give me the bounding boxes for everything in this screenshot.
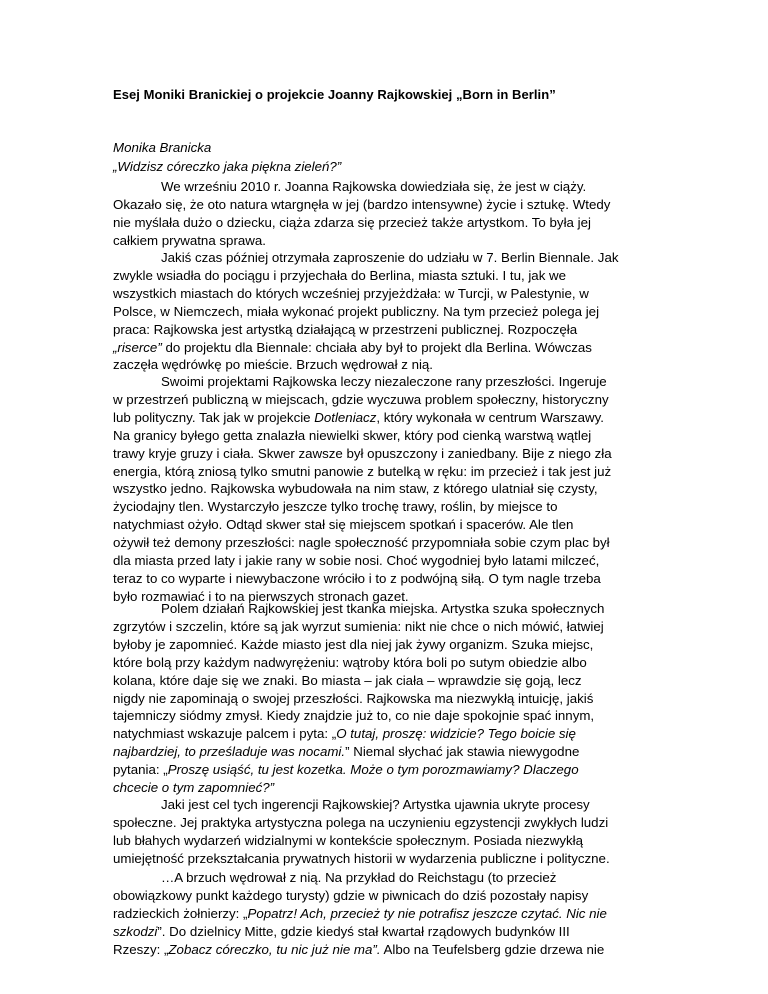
essay-subtitle: „Widzisz córeczko jaka piękna zieleń?” [113, 159, 342, 174]
italic-text: O tutaj, proszę: widzicie? Tego boicie się [336, 726, 576, 742]
paragraph-line: zaczęła wędrówkę po mieście. Brzuch wędrował z nią. [113, 357, 434, 373]
italic-text: szkodzi [113, 923, 158, 939]
paragraph-line: …A brzuch wędrował z nią. Na przykład do Reichstagu (to przecież [161, 870, 557, 885]
paragraph-line: natychmiast ożyło. Odtąd skwer stał się miejscem spotkań i spacerów. Ale tlen [113, 517, 574, 533]
paragraph-line: teraz to co wyparte i niewybaczone wróciło i to z podwójną siłą. O tym nagle trzeba [113, 570, 601, 586]
paragraph-line: radzieckich żołnierzy: „Popatrz! Ach, przecież ty nie potrafisz jeszcze czytać. Nic nie [113, 905, 607, 921]
document-title: Esej Moniki Branickiej o projekcie Joanny Rajkowskiej „Born in Berlin” [113, 87, 556, 102]
paragraph-line: społeczne. Jej praktyka artystyczna polega na uczynieniu egzystencji zwykłych ludzi [113, 814, 609, 830]
italic-text: chcecie o tym zapomnieć?” [113, 780, 275, 796]
paragraph-line: Jaki jest cel tych ingerencji Rajkowskiej? Artystka ujawnia ukryte procesy [161, 797, 590, 812]
italic-text: Zobacz córeczko, tu nic już nie ma”. [168, 941, 381, 957]
paragraph-line: pytania: „Proszę usiąść, tu jest kozetka. Może o tym porozmawiamy? Dlaczego [113, 762, 579, 778]
italic-text: Dotleniacz [314, 409, 377, 425]
paragraph-line: szkodzi”. Do dzielnicy Mitte, gdzie kiedyś stał kwartał rządowych budynków III [113, 923, 570, 939]
paragraph-line: ożywił też demony przeszłości: nagle społeczność przypomniała sobie czym plac był [113, 535, 610, 551]
italic-text: „riserce” [113, 339, 162, 355]
paragraph-line: natychmiast wskazuje palcem i pyta: „O tutaj, proszę: widzicie? Tego boicie się [113, 726, 576, 742]
paragraph-line: lub polityczny. Tak jak w projekcie Dotleniacz, który wykonała w centrum Warszawy. [113, 409, 604, 425]
paragraph-line: nigdy nie zapominają o swojej przeszłości. Rajkowska ma niezwykłą intuicję, jakiś [113, 690, 594, 706]
paragraph-line [113, 779, 713, 797]
paragraph-line: Polem działań Rajkowskiej jest tkanka miejska. Artystka szuka społecznych [161, 601, 605, 616]
paragraph-6 [113, 869, 713, 959]
paragraph-line: wszystko jedno. Rajkowska wybudowała na nim staw, z którego ulatniał się czysty, [113, 481, 598, 497]
paragraph-3 [113, 373, 713, 606]
paragraph-line: „riserce” do projektu dla Biennale: chciała aby był to projekt dla Berlina. Wówczas [113, 339, 592, 355]
italic-text: Proszę usiąść, tu jest kozetka. Może o tym porozmawiamy? Dlaczego [167, 762, 579, 778]
paragraph-line: najbardziej, to prześladuje was nocami.” Niemal słychać jak stawia niewygodne [113, 744, 580, 760]
paragraph-line: Rzeszy: „Zobacz córeczko, tu nic już nie ma”. Albo na Teufelsberg gdzie drzewa nie [113, 941, 605, 957]
paragraph-line: byłoby je zapomnieć. Każde miasto jest dla niej jak żywy organizm. Szuka miejsc, [113, 636, 594, 652]
paragraph-line: dla miasta przed laty i jakie rany w sobie nosi. Choć wygodniej było latami milczeć, [113, 553, 600, 569]
paragraph-line: We wrześniu 2010 r. Joanna Rajkowska dowiedziała się, że jest w ciąży. [161, 179, 587, 194]
paragraph-line: trawy kryje gruzy i ciała. Skwer zawsze był opuszczony i zaniedbany. Bije z niego zła [113, 445, 612, 461]
paragraph-line: Swoimi projektami Rajkowska leczy niezaleczone rany przeszłości. Ingeruje [161, 374, 607, 389]
paragraph-line: w przestrzeń publiczną w miejscach, gdzie wyczuwa problem społeczny, historyczny [113, 391, 609, 407]
paragraph-1 [113, 178, 713, 250]
paragraph-line: tajemniczy siódmy zmysł. Kiedy znajdzie już to, co nie daje spokojnie spać innym, [113, 708, 595, 724]
paragraph-line: nie myślała dużo o dziecku, ciąża zdarza się przecież także artystkom. To była jej [113, 214, 591, 230]
paragraph-line: Na granicy byłego getta znalazła niewielki skwer, który pod cienką warstwą wątlej [113, 427, 592, 443]
paragraph-line: całkiem prywatna sprawa. [113, 232, 266, 248]
paragraph-line: było rozmawiać i to na pierwszych stronach gazet. [113, 588, 409, 604]
paragraph-line: Jakiś czas później otrzymała zaproszenie do udziału w 7. Berlin Biennale. Jak [161, 250, 619, 265]
paragraph-line: umiejętność przekształcania prywatnych historii w wydarzenia publiczne i polityczne. [113, 850, 610, 866]
paragraph-line: życiodajny tlen. Wystarczyło jeszcze tylko trochę trawy, roślin, by miejsce to [113, 499, 558, 515]
italic-text: Popatrz! Ach, przecież ty nie potrafisz jeszcze czytać. Nic nie [247, 905, 607, 921]
paragraph-2 [113, 249, 713, 374]
paragraph-line: Okazało się, że oto natura wtargnęła w jej (bardzo intensywne) życie i sztukę. Wtedy [113, 196, 611, 212]
paragraph-line: energia, którą zniosą tylko smutni panowie z butelką w ręku: im przecież i tak jest już [113, 463, 612, 479]
paragraph-line: obowiązkowy punkt każdego turysty) gdzie w piwnicach do dziś pozostały napisy [113, 887, 589, 903]
paragraph-5 [113, 796, 713, 868]
paragraph-line: zwykle wsiadła do pociągu i przyjechała do Berlina, miasta sztuki. I tu, jak we [113, 267, 567, 283]
paragraph-4 [113, 600, 713, 797]
author-block [113, 138, 341, 176]
paragraph-line: Polsce, w Niemczech, miała wykonać projekt publiczny. Na tym przecież polega jej [113, 303, 600, 319]
paragraph-line: zgrzytów i szczelin, które są jak wyrzut sumienia: nikt nie chce o nich mówić, łatwiej [113, 618, 604, 634]
paragraph-line: praca: Rajkowska jest artystką działającą w przestrzeni publicznej. Rozpoczęła [113, 321, 578, 337]
paragraph-line: które bolą przy każdym nadwyrężeniu: wątroby która boli po sutym obiedzie albo [113, 654, 587, 670]
paragraph-line: kolana, które daje się we znaki. Bo miasta – jak ciała – wprawdzie się goją, lecz [113, 672, 582, 688]
paragraph-line: lub błahych wydarzeń widzialnymi w kontekście społecznym. Posiada niezwykłą [113, 832, 584, 848]
paragraph-line: wszystkich miastach do których wcześniej przyjeżdżała: w Turcji, w Palestynie, w [113, 285, 589, 301]
author-name: Monika Branicka [113, 140, 212, 155]
italic-text: najbardziej, to prześladuje was nocami. [113, 744, 346, 760]
